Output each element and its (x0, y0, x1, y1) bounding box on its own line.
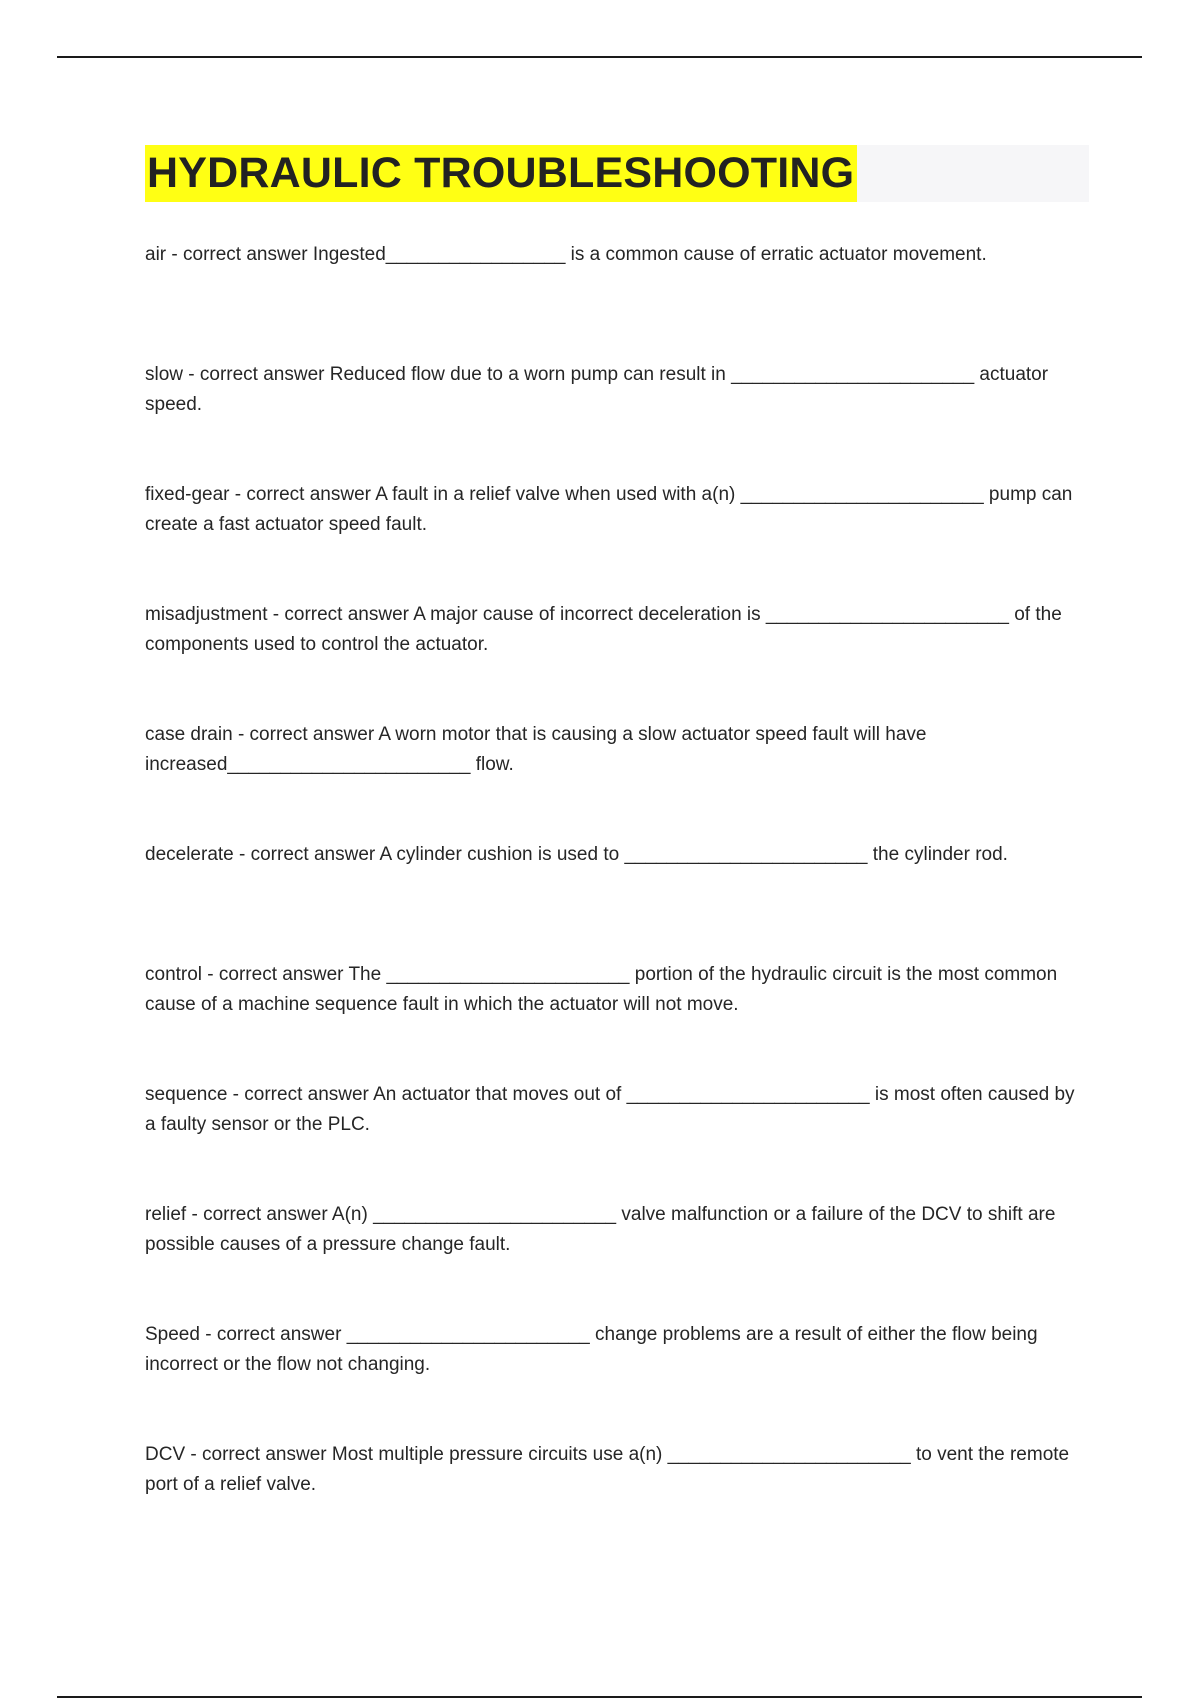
bottom-rule (57, 1696, 1142, 1698)
question-item: misadjustment - correct answer A major cause of incorrect deceleration is _______________________ of the components used to control the actuator. (145, 604, 1062, 655)
question-item: sequence - correct answer An actuator that moves out of _______________________ is most often caused by a faulty sensor or the PLC. (145, 1084, 1075, 1135)
question-item: decelerate - correct answer A cylinder cushion is used to _______________________ the cylinder rod. (145, 844, 1008, 865)
question-item: air - correct answer Ingested_________________ is a common cause of erratic actuator movement. (145, 244, 987, 265)
question-item: control - correct answer The _______________________ portion of the hydraulic circuit is the most common cause of a machine sequence fault in which the actuator will not move. (145, 964, 1058, 1015)
question-list (145, 240, 1090, 1560)
page-title: HYDRAULIC TROUBLESHOOTING (145, 145, 857, 202)
question-item: DCV - correct answer Most multiple pressure circuits use a(n) _______________________ to vent the remote port of a relief valve. (145, 1444, 1070, 1495)
question-item: slow - correct answer Reduced flow due to a worn pump can result in _______________________ actuator speed. (145, 364, 1049, 415)
question-item: case drain - correct answer A worn motor that is causing a slow actuator speed fault will have increased_______________________ flow. (145, 724, 927, 775)
top-rule (57, 56, 1142, 58)
question-item: Speed - correct answer _______________________ change problems are a result of either the flow being incorrect or the flow not changing. (145, 1324, 1038, 1375)
question-item: fixed-gear - correct answer A fault in a relief valve when used with a(n) _______________________ pump can create a fast actuator speed fault. (145, 484, 1073, 535)
question-item: relief - correct answer A(n) _______________________ valve malfunction or a failure of the DCV to shift are possible causes of a pressure change fault. (145, 1204, 1056, 1255)
